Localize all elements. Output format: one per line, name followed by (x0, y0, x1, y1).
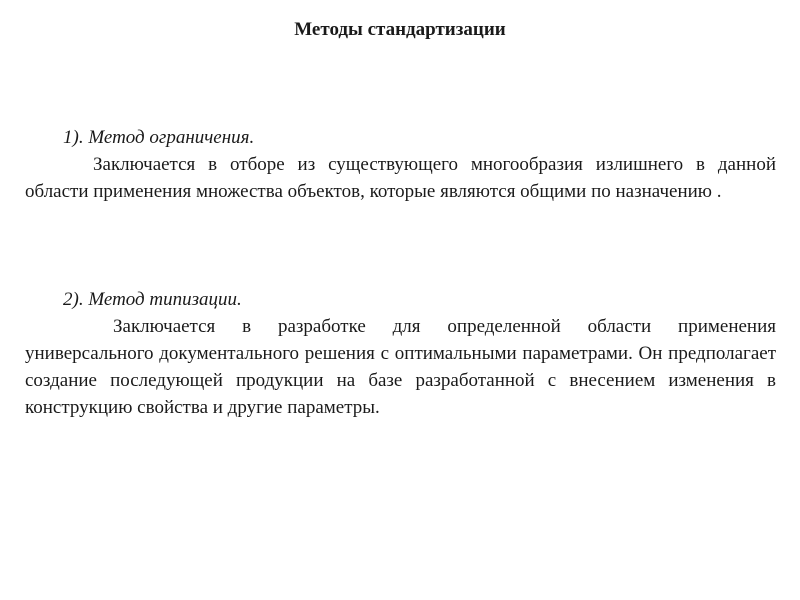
method-number: 2). (63, 289, 84, 310)
method-section-typification (25, 286, 776, 421)
method-number: 1). (63, 127, 84, 148)
method-heading (25, 124, 776, 151)
method-section-limitation (25, 124, 776, 205)
method-name: Метод типизации. (88, 289, 242, 310)
method-description: Заключается в разработке для определенной области применения универсального документального решения с оптимальными параметрами. Он предполагает создание последующей продукции на базе разработанной с внесением изменения в конструкцию свойства и другие параметры. (25, 316, 776, 418)
method-heading (25, 286, 776, 313)
method-description: Заключается в отборе из существующего многообразия излишнего в данной области применения множества объектов, которые являются общими по назначению . (25, 154, 776, 202)
slide-title: Методы стандартизации (294, 19, 506, 40)
method-name: Метод ограничения. (88, 127, 255, 148)
